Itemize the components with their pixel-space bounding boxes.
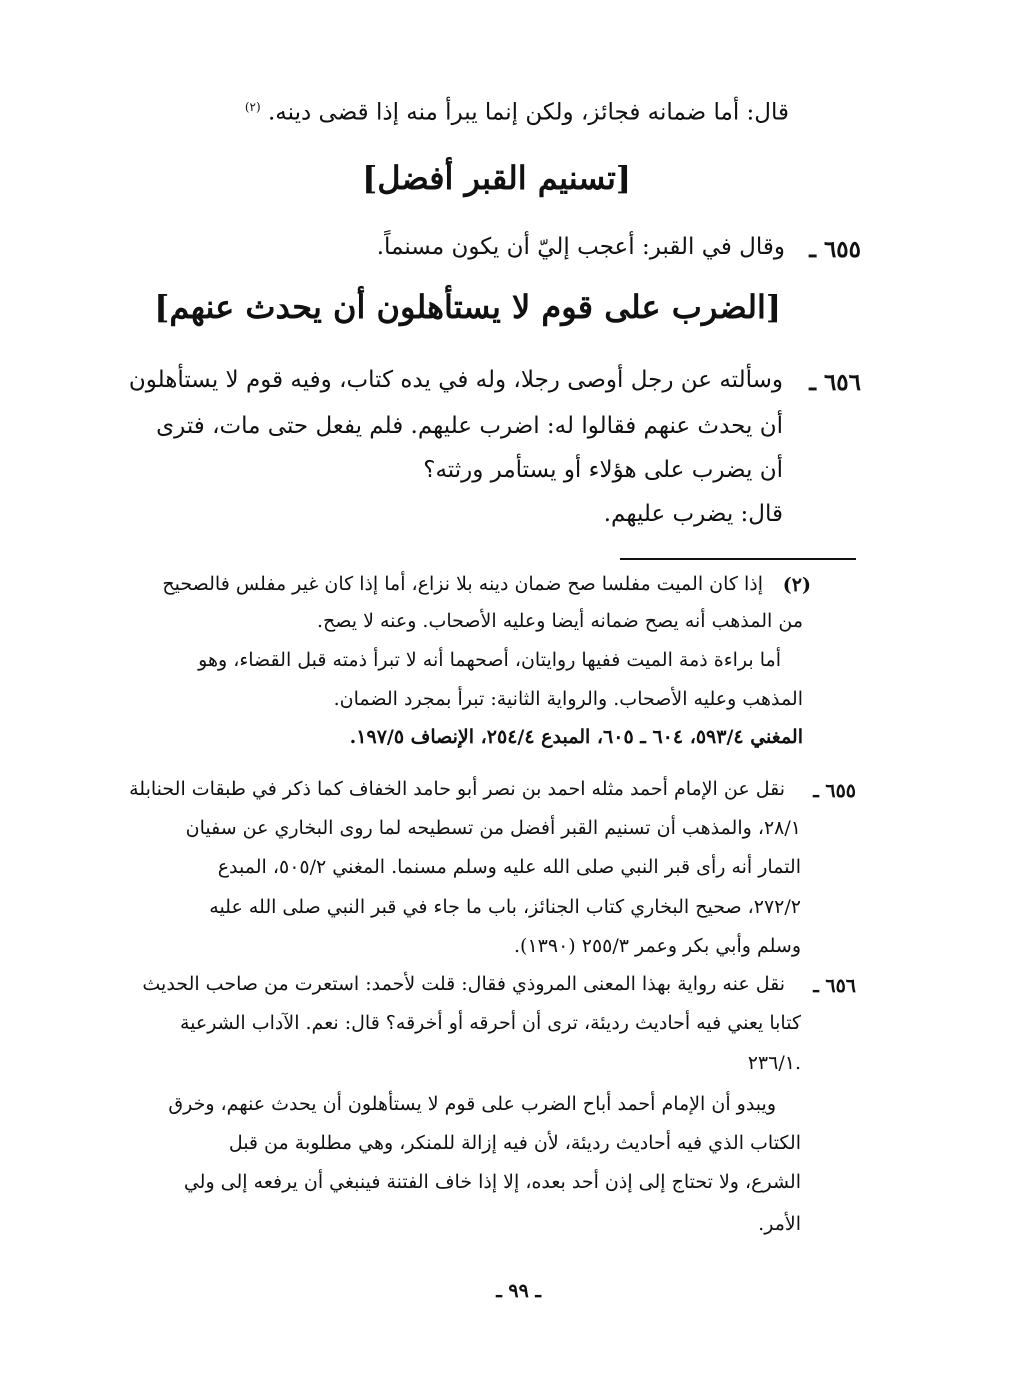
footnote-line: المغني ٥٩٣/٤، ٦٠٤ ـ ٦٠٥، المبدع ٢٥٤/٤، الإنصاف ١٩٧/٥. [349, 726, 803, 748]
footnote-line: من المذهب أنه يصح ضمانه أيضا وعليه الأصحاب. وعنه لا يصح. [316, 610, 803, 632]
text-line: أن يحدث عنهم فقالوا له: اضرب عليهم. فلم يفعل حتى مات، فترى [156, 413, 783, 439]
text-line: أن يضرب على هؤلاء أو يستأمر ورثته؟ [423, 457, 783, 483]
footnote-number: ٦٥٦ ـ [813, 975, 856, 997]
text-line: وقال في القبر: أعجب إليّ أن يكون مسنماً. [376, 234, 785, 260]
footnote-line: المذهب وعليه الأصحاب. والرواية الثانية: تبرأ بمجرد الضمان. [333, 688, 803, 710]
page-number: ـ ٩٩ ـ [496, 1280, 541, 1302]
line-text: قال: أما ضمانه فجائز، ولكن إنما يبرأ منه إذا قضى دينه. [260, 99, 789, 126]
footnote-line: نقل عنه رواية بهذا المعنى المروذي فقال: قلت لأحمد: استعرت من صاحب الحديث [142, 973, 785, 995]
text-line [245, 101, 789, 125]
footnote-line: الشرع، ولا تحتاج إلى إذن أحد بعده، إلا إذا خاف الفتنة فينبغي أن يرفعه إلى ولي [183, 1171, 801, 1193]
footnote-line: وسلم وأبي بكر وعمر ٢٥٥/٣ (١٣٩٠). [514, 935, 801, 957]
footnote-line: ٢٨/١، والمذهب أن تسنيم القبر أفضل من تسطيحه لما روى البخاري عن سفيان [185, 817, 801, 839]
footnote-line: أما براءة ذمة الميت ففيها روايتان، أصحهما أنه لا تبرأ ذمته قبل القضاء، وهو [198, 649, 781, 671]
footnote-ref: (٢) [244, 100, 261, 114]
footnote-number: (٢) [782, 574, 811, 596]
section-heading: [الضرب على قوم لا يستأهلون أن يحدث عنهم] [154, 288, 781, 326]
footnote-line: كتابا يعني فيه أحاديث رديئة، ترى أن أحرقه أو أخرقه؟ قال: نعم. الآداب الشرعية [179, 1012, 801, 1034]
text-line: قال: يضرب عليهم. [603, 501, 783, 527]
section-heading: [تسنيم القبر أفضل] [362, 159, 631, 197]
footnote-line: .٢٣٦/١ [747, 1052, 801, 1074]
footnote-line: التمار أنه رأى قبر النبي صلى الله عليه وسلم مسنما. المغني ٥٠٥/٢، المبدع [217, 856, 801, 878]
entry-number: ٦٥٦ ـ [809, 369, 861, 396]
text-line: وسألته عن رجل أوصى رجلا، وله في يده كتاب، وفيه قوم لا يستأهلون [128, 367, 783, 393]
footnote-line: نقل عن الإمام أحمد مثله احمد بن نصر أبو حامد الخفاف كما ذكر في طبقات الحنابلة [129, 778, 785, 800]
footnote-line: إذا كان الميت مفلسا صح ضمان دينه بلا نزاع، أما إذا كان غير مفلس فالصحيح [162, 573, 763, 595]
footnote-line: ويبدو أن الإمام أحمد أباح الضرب على قوم لا يستأهلون أن يحدث عنهم، وخرق [168, 1093, 776, 1115]
footnote-line: الكتاب الذي فيه أحاديث رديئة، لأن فيه إزالة للمنكر، وهي مطلوبة من قبل [228, 1132, 801, 1154]
footnote-line: ٢٧٢/٢، صحيح البخاري كتاب الجنائز، باب ما جاء في قبر النبي صلى الله عليه [209, 896, 801, 918]
footnote-line: الأمر. [758, 1213, 801, 1235]
entry-number: ٦٥٥ ـ [809, 236, 861, 263]
footnote-number: ٦٥٥ ـ [813, 780, 856, 802]
footnote-separator [620, 558, 856, 560]
